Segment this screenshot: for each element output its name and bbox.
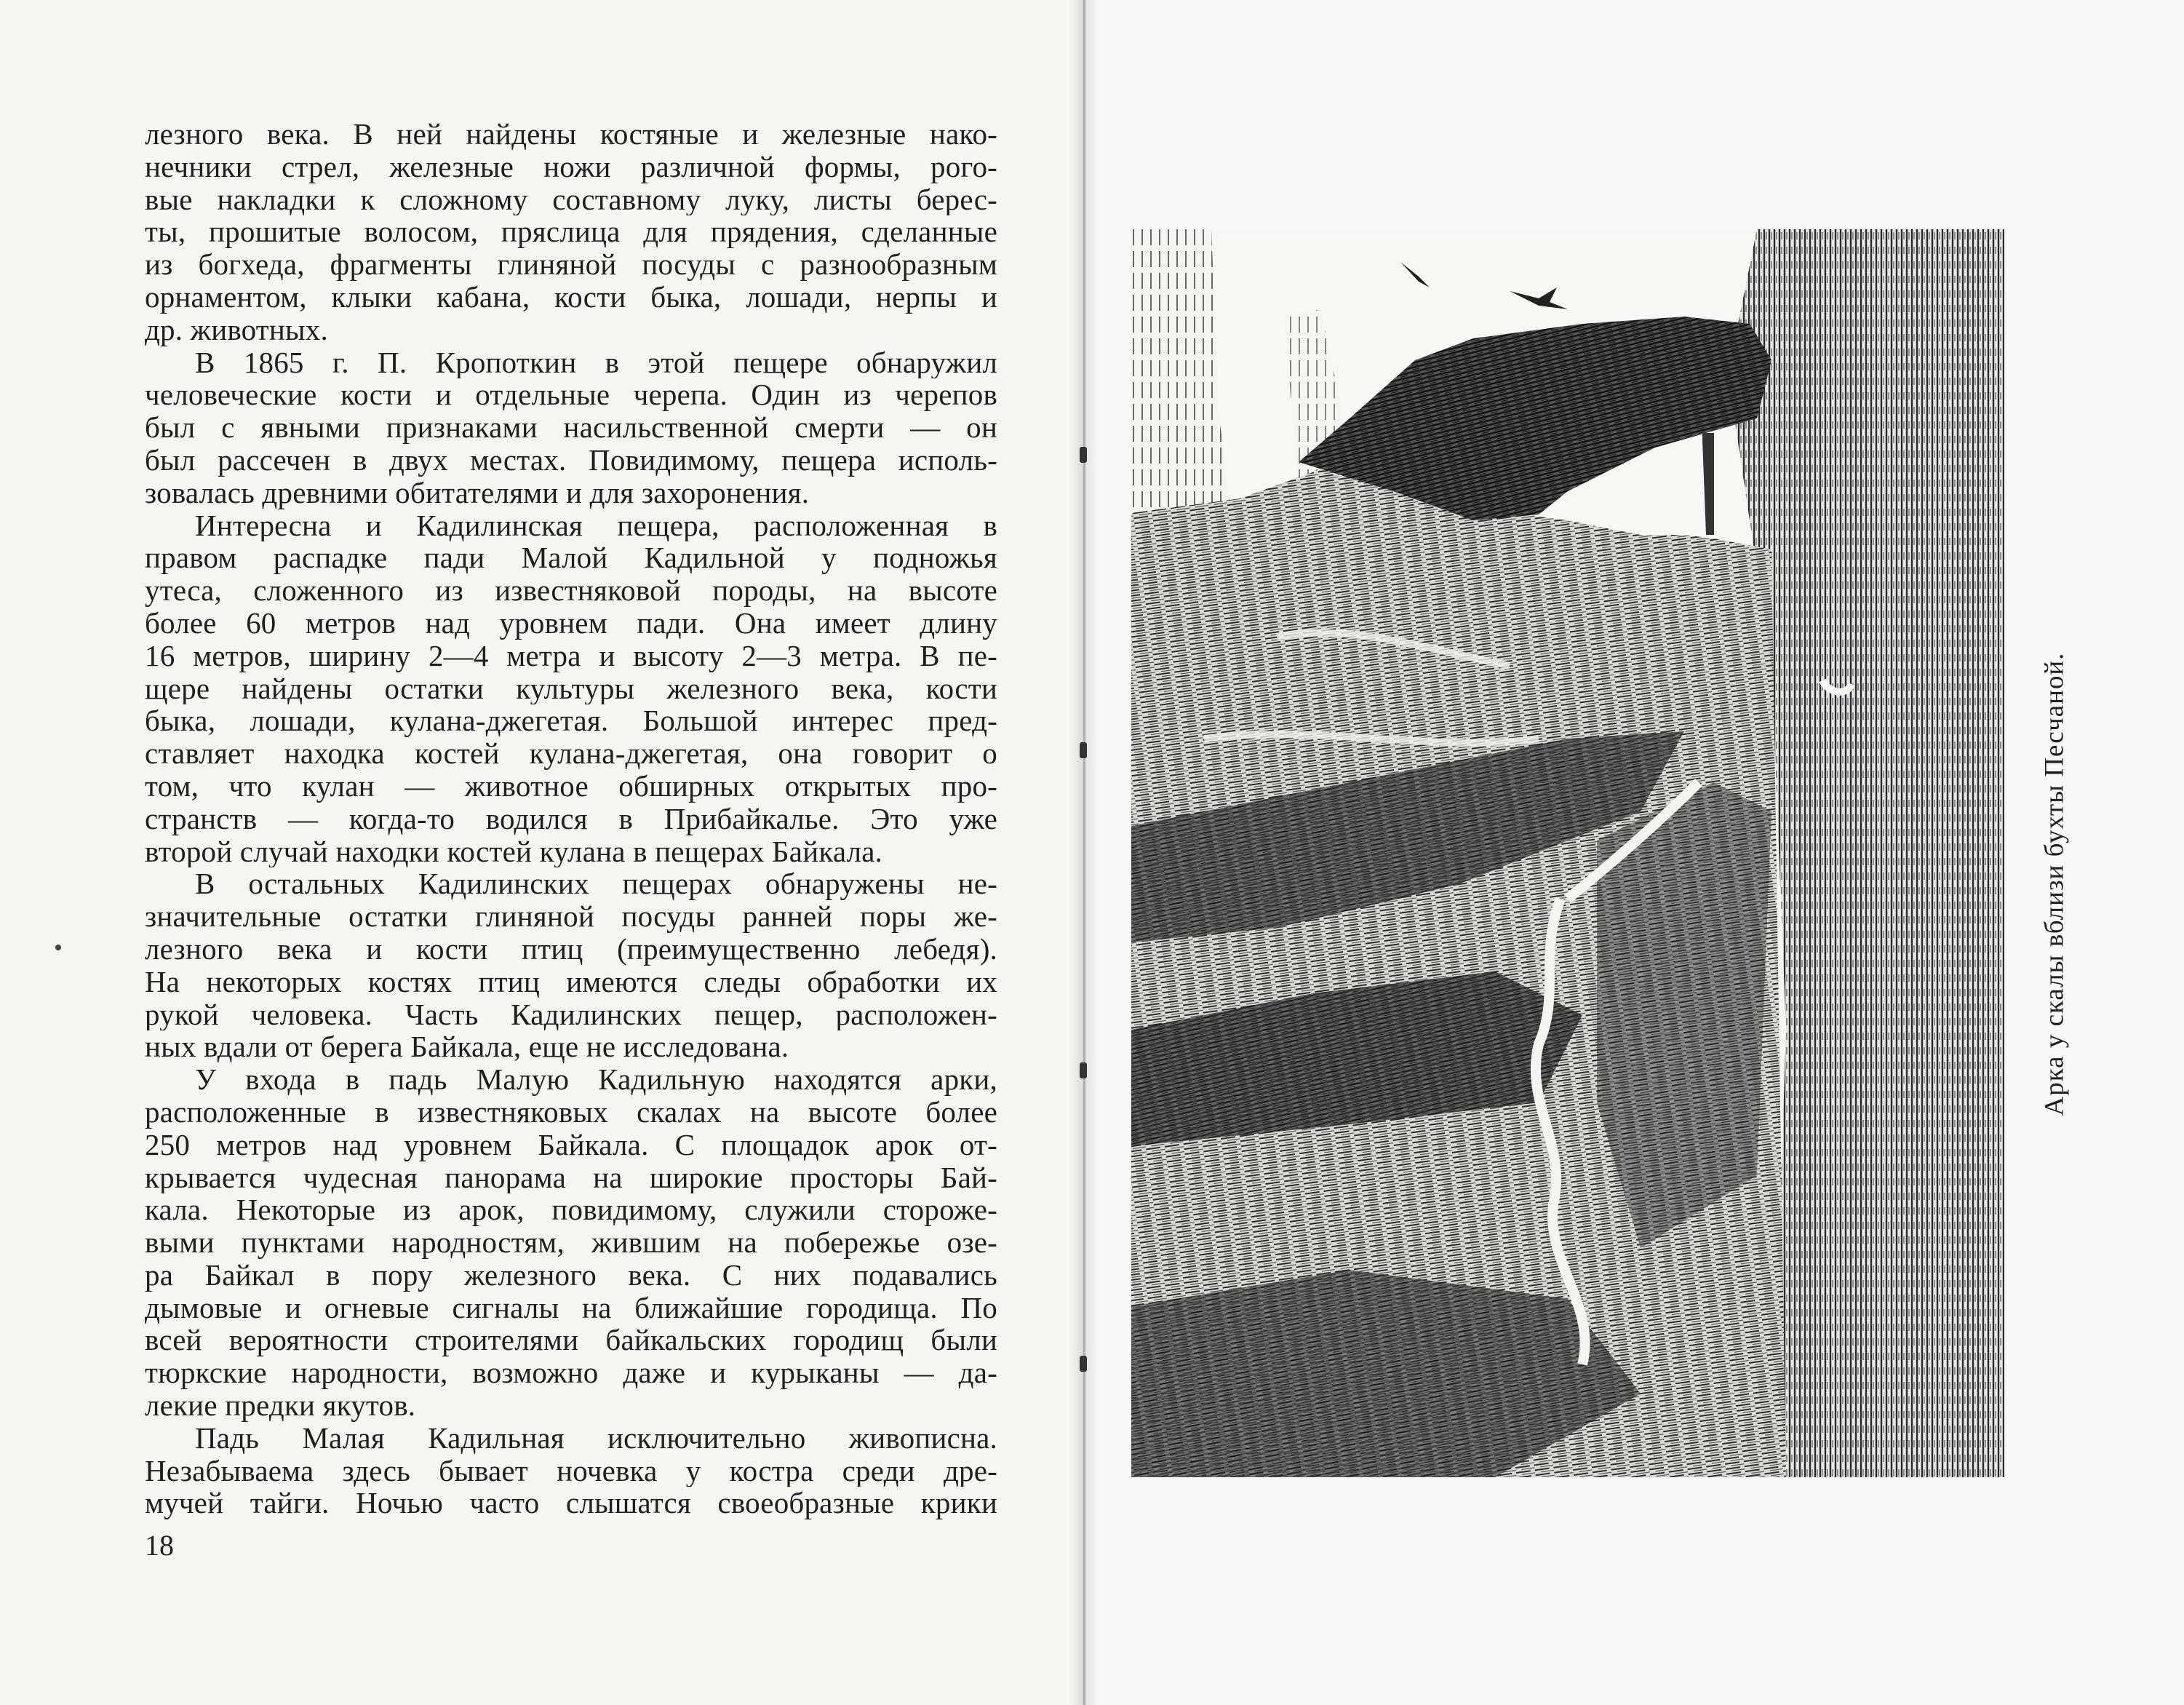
text-line: тюркские народности, возможно даже и курыканы — да- (145, 1356, 997, 1390)
binding-stitch (1080, 1356, 1087, 1372)
text-line: щере найдены остатки культуры железного века, кости (145, 672, 997, 705)
text-line: утеса, сложенного из известняковой породы, на высоте (145, 574, 997, 607)
text-line: Падь Малая Кадильная исключительно живописна. (195, 1421, 997, 1455)
text-line: ра Байкал в пору железного века. С них подавались (145, 1258, 997, 1292)
text-line: человеческие кости и отдельные черепа. Один из черепов (145, 378, 997, 412)
text-line: рукой человека. Часть Кадилинских пещер, расположен- (145, 998, 997, 1031)
text-line: др. животных. (145, 313, 328, 346)
text-line: крывается чудесная панорама на широкие просторы Бай- (145, 1161, 997, 1194)
text-line: В остальных Кадилинских пещерах обнаружены не- (195, 867, 997, 901)
scan-speck (55, 945, 61, 950)
book-gutter (1069, 0, 1099, 1705)
rock-arch-illustration (1131, 229, 2004, 1477)
binding-stitch (1080, 742, 1087, 758)
text-line: орнаментом, клыки кабана, кости быка, лошади, нерпы и (145, 280, 997, 314)
text-line: ты, прошитые волосом, пряслица для прядения, сделанные (145, 215, 997, 249)
text-line: более 60 метров над уровнем пади. Она имеет длину (145, 606, 997, 640)
text-line: Незабываема здесь бывает ночевка у костра среди дре- (145, 1454, 997, 1487)
text-line: лекие предки якутов. (145, 1389, 416, 1422)
text-line: 250 метров над уровнем Байкала. С площадок арок от- (145, 1128, 997, 1161)
page-number: 18 (145, 1529, 174, 1562)
text-line: ставляет находка костей кулана-джегетая, она говорит о (145, 737, 997, 770)
text-line: второй случай находки костей кулана в пещерах Байкала. (145, 835, 883, 868)
text-line: расположенные в известняковых скалах на высоте более (145, 1095, 997, 1129)
text-line: мучей тайги. Ночью часто слышатся своеобразные крики (145, 1487, 997, 1520)
text-line: значительные остатки глиняной посуды ранней поры же- (145, 900, 997, 933)
binding-stitch (1080, 1062, 1087, 1078)
text-line: выми пунктами народностям, жившим на побережье озе- (145, 1226, 997, 1259)
text-line: В 1865 г. П. Кропоткин в этой пещере обнаружил (195, 346, 997, 379)
text-line: зовалась древними обитателями и для захоронения. (145, 476, 810, 509)
text-line: из богхеда, фрагменты глиняной посуды с разнообразным (145, 248, 997, 281)
text-line: лезного века и кости птиц (преимущественно лебедя). (145, 932, 997, 966)
text-line: быка, лошади, кулана-джегетая. Большой интерес пред- (145, 704, 997, 738)
text-line: кала. Некоторые из арок, повидимому, служили стороже- (145, 1193, 997, 1227)
text-line: дымовые и огневые сигналы на ближайшие городища. По (145, 1291, 997, 1324)
text-line: странств — когда-то водился в Прибайкалье. Это уже (145, 802, 997, 835)
binding-stitch (1080, 447, 1087, 463)
text-line: был рассечен в двух местах. Повидимому, пещера исполь- (145, 443, 997, 477)
text-line: правом распадке пади Малой Кадильной у подножья (145, 541, 997, 575)
text-line: лезного века. В ней найдены костяные и железные нако- (145, 118, 997, 151)
text-line: всей вероятности строителями байкальских городищ были (145, 1324, 997, 1357)
body-text (145, 118, 997, 1519)
text-line: том, что кулан — животное обширных открытых про- (145, 769, 997, 803)
text-line: нечники стрел, железные ножи различной формы, рого- (145, 150, 997, 183)
text-line: 16 метров, ширину 2—4 метра и высоту 2—3 метра. В пе- (145, 639, 997, 672)
text-line: вые накладки к сложному составному луку, листы берес- (145, 183, 997, 216)
text-line: был с явными признаками насильственной смерти — он (145, 411, 997, 444)
illustration-caption: Арка у скалы вблизи бухты Песчаной. (2039, 652, 2070, 1116)
text-line: На некоторых костях птиц имеются следы обработки их (145, 965, 997, 998)
text-line: У входа в падь Малую Кадильную находятся арки, (195, 1063, 997, 1096)
text-line: ных вдали от берега Байкала, еще не исследована. (145, 1030, 789, 1064)
text-line: Интересна и Кадилинская пещера, расположенная в (195, 509, 997, 542)
